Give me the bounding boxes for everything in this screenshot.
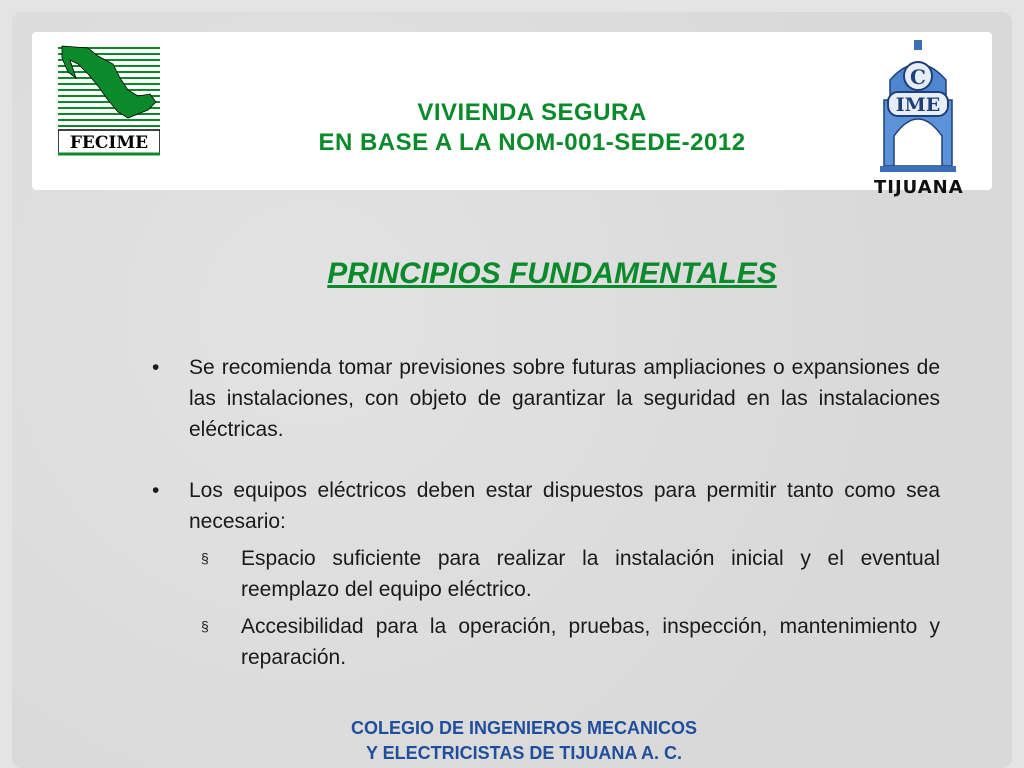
- header-title: [212, 98, 852, 158]
- bullet-marker: •: [152, 479, 160, 502]
- city-label: TIJUANA: [874, 177, 964, 198]
- footer-line1: COLEGIO DE INGENIEROS MECANICOS: [350, 718, 698, 738]
- header-title-line1: VIVIENDA SEGURA: [417, 99, 647, 126]
- cime-logo: [870, 40, 966, 174]
- sub-bullet-marker: §: [201, 618, 209, 634]
- sub-bullet-text: Espacio suficiente para realizar la instalación inicial y el eventual reemplazo del equipo eléctrico.: [241, 547, 940, 601]
- cime-label-c: C: [910, 65, 926, 89]
- slide: [12, 12, 1012, 768]
- sub-bullet-item: [152, 543, 940, 605]
- footer-line2: Y ELECTRICISTAS DE TIJUANA A. C.: [365, 743, 683, 763]
- bullet-item: [152, 352, 940, 445]
- section-title: PRINCIPIOS FUNDAMENTALES: [327, 257, 777, 290]
- bullet-list: [152, 352, 940, 677]
- sub-bullet-marker: §: [201, 550, 209, 566]
- fecime-logo: [58, 44, 160, 156]
- header-banner: [32, 32, 992, 190]
- header-title-line2: EN BASE A LA NOM-001-SEDE-2012: [318, 129, 746, 156]
- bullet-item: [152, 475, 940, 537]
- bullet-marker: •: [152, 356, 160, 379]
- sub-bullet-text: Accesibilidad para la operación, pruebas, inspección, mantenimiento y reparación.: [241, 615, 940, 669]
- fecime-label: FECIME: [69, 133, 149, 153]
- bullet-text: Los equipos eléctricos deben estar dispuestos para permitir tanto como sea necesario:: [189, 479, 940, 533]
- sub-bullet-item: [152, 611, 940, 673]
- footer: [224, 716, 824, 766]
- bullet-text: Se recomienda tomar previsiones sobre futuras ampliaciones o expansiones de las instalaciones, con objeto de garantizar la seguridad en las instalaciones eléctricas.: [189, 356, 940, 441]
- cime-label-ime: IME: [895, 94, 941, 116]
